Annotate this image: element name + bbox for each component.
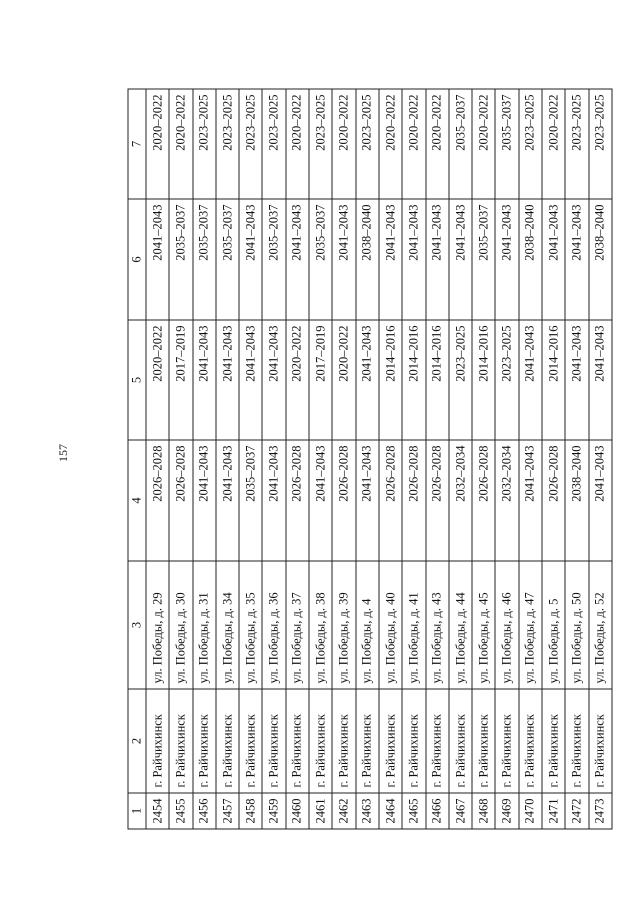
period-cell: 2023–2025 — [262, 89, 285, 199]
period-cell: 2023–2025 — [449, 320, 472, 440]
city-cell: г. Райчихинск — [216, 689, 239, 793]
period-cell: 2035–2037 — [193, 199, 216, 320]
table-row — [495, 89, 518, 829]
period-cell: 2020–2022 — [332, 320, 355, 440]
column-header-7: 7 — [128, 89, 146, 199]
city-cell: г. Райчихинск — [472, 689, 495, 793]
period-cell: 2041–2043 — [239, 199, 262, 320]
address-cell: ул. Победы, д. 45 — [472, 561, 495, 689]
row-number-cell: 2469 — [495, 793, 518, 829]
city-cell: г. Райчихинск — [589, 689, 612, 793]
address-cell: ул. Победы, д. 40 — [379, 561, 402, 689]
table-row — [262, 89, 285, 829]
row-number-cell: 2456 — [193, 793, 216, 829]
period-cell: 2041–2043 — [519, 320, 542, 440]
period-cell: 2020–2022 — [379, 89, 402, 199]
row-number-cell: 2473 — [589, 793, 612, 829]
city-cell: г. Райчихинск — [309, 689, 332, 793]
table-row — [379, 89, 402, 829]
city-cell: г. Райчихинск — [519, 689, 542, 793]
table-body — [146, 89, 612, 829]
table-row — [332, 89, 355, 829]
city-cell: г. Райчихинск — [286, 689, 309, 793]
address-cell: ул. Победы, д. 30 — [169, 561, 192, 689]
table-row — [356, 89, 379, 829]
address-cell: ул. Победы, д. 41 — [402, 561, 425, 689]
row-number-cell: 2471 — [542, 793, 565, 829]
period-cell: 2023–2025 — [309, 89, 332, 199]
row-number-cell: 2458 — [239, 793, 262, 829]
period-cell: 2020–2022 — [402, 89, 425, 199]
address-cell: ул. Победы, д. 35 — [239, 561, 262, 689]
city-cell: г. Райчихинск — [495, 689, 518, 793]
address-cell: ул. Победы, д. 47 — [519, 561, 542, 689]
column-header-3: 3 — [128, 561, 146, 689]
period-cell: 2041–2043 — [286, 199, 309, 320]
period-cell: 2041–2043 — [565, 199, 588, 320]
table-row — [449, 89, 472, 829]
city-cell: г. Райчихинск — [379, 689, 402, 793]
row-number-cell: 2462 — [332, 793, 355, 829]
row-number-cell: 2468 — [472, 793, 495, 829]
period-cell: 2035–2037 — [169, 199, 192, 320]
table-row — [239, 89, 262, 829]
period-cell: 2032–2034 — [449, 440, 472, 561]
city-cell: г. Райчихинск — [449, 689, 472, 793]
address-cell: ул. Победы, д. 52 — [589, 561, 612, 689]
period-cell: 2020–2022 — [332, 89, 355, 199]
period-cell: 2023–2025 — [356, 89, 379, 199]
table-row — [169, 89, 192, 829]
table-row — [216, 89, 239, 829]
row-number-cell: 2463 — [356, 793, 379, 829]
period-cell: 2041–2043 — [379, 199, 402, 320]
column-header-2: 2 — [128, 689, 146, 793]
period-cell: 2020–2022 — [472, 89, 495, 199]
period-cell: 2026–2028 — [379, 440, 402, 561]
period-cell: 2038–2040 — [589, 199, 612, 320]
period-cell: 2023–2025 — [565, 89, 588, 199]
city-cell: г. Райчихинск — [193, 689, 216, 793]
period-cell: 2041–2043 — [542, 199, 565, 320]
city-cell: г. Райчихинск — [542, 689, 565, 793]
period-cell: 2023–2025 — [216, 89, 239, 199]
column-header-6: 6 — [128, 199, 146, 320]
address-cell: ул. Победы, д. 50 — [565, 561, 588, 689]
address-cell: ул. Победы, д. 37 — [286, 561, 309, 689]
row-number-cell: 2454 — [146, 793, 169, 829]
period-cell: 2017–2019 — [169, 320, 192, 440]
row-number-cell: 2461 — [309, 793, 332, 829]
period-cell: 2038–2040 — [519, 199, 542, 320]
period-cell: 2014–2016 — [472, 320, 495, 440]
period-cell: 2023–2025 — [519, 89, 542, 199]
city-cell: г. Райчихинск — [146, 689, 169, 793]
city-cell: г. Райчихинск — [262, 689, 285, 793]
period-cell: 2041–2043 — [193, 440, 216, 561]
address-cell: ул. Победы, д. 46 — [495, 561, 518, 689]
address-cell: ул. Победы, д. 34 — [216, 561, 239, 689]
row-number-cell: 2457 — [216, 793, 239, 829]
period-cell: 2041–2043 — [495, 199, 518, 320]
address-cell: ул. Победы, д. 43 — [426, 561, 449, 689]
row-number-cell: 2466 — [426, 793, 449, 829]
period-cell: 2041–2043 — [262, 440, 285, 561]
address-cell: ул. Победы, д. 5 — [542, 561, 565, 689]
table-row — [589, 89, 612, 829]
period-cell: 2035–2037 — [449, 89, 472, 199]
row-number-cell: 2467 — [449, 793, 472, 829]
address-cell: ул. Победы, д. 4 — [356, 561, 379, 689]
period-cell: 2020–2022 — [286, 89, 309, 199]
period-cell: 2026–2028 — [542, 440, 565, 561]
period-cell: 2026–2028 — [426, 440, 449, 561]
city-cell: г. Райчихинск — [402, 689, 425, 793]
period-cell: 2041–2043 — [426, 199, 449, 320]
data-table — [128, 88, 613, 829]
period-cell: 2026–2028 — [169, 440, 192, 561]
table-row — [309, 89, 332, 829]
row-number-cell: 2464 — [379, 793, 402, 829]
city-cell: г. Райчихинск — [239, 689, 262, 793]
period-cell: 2023–2025 — [589, 89, 612, 199]
table-header-row — [128, 89, 146, 829]
column-header-4: 4 — [128, 440, 146, 561]
column-header-1: 1 — [128, 793, 146, 829]
period-cell: 2023–2025 — [239, 89, 262, 199]
city-cell: г. Райчихинск — [332, 689, 355, 793]
period-cell: 2023–2025 — [193, 89, 216, 199]
period-cell: 2041–2043 — [402, 199, 425, 320]
period-cell: 2026–2028 — [146, 440, 169, 561]
period-cell: 2041–2043 — [216, 320, 239, 440]
period-cell: 2026–2028 — [286, 440, 309, 561]
period-cell: 2035–2037 — [216, 199, 239, 320]
period-cell: 2035–2037 — [495, 89, 518, 199]
table-row — [286, 89, 309, 829]
period-cell: 2020–2022 — [146, 320, 169, 440]
period-cell: 2041–2043 — [239, 320, 262, 440]
period-cell: 2041–2043 — [216, 440, 239, 561]
period-cell: 2017–2019 — [309, 320, 332, 440]
table-row — [426, 89, 449, 829]
period-cell: 2014–2016 — [402, 320, 425, 440]
period-cell: 2035–2037 — [472, 199, 495, 320]
period-cell: 2041–2043 — [262, 320, 285, 440]
period-cell: 2041–2043 — [146, 199, 169, 320]
period-cell: 2041–2043 — [332, 199, 355, 320]
table-row — [565, 89, 588, 829]
row-number-cell: 2455 — [169, 793, 192, 829]
page-number: 157 — [56, 444, 70, 462]
period-cell: 2041–2043 — [309, 440, 332, 561]
address-cell: ул. Победы, д. 29 — [146, 561, 169, 689]
row-number-cell: 2472 — [565, 793, 588, 829]
address-cell: ул. Победы, д. 38 — [309, 561, 332, 689]
address-cell: ул. Победы, д. 31 — [193, 561, 216, 689]
period-cell: 2041–2043 — [589, 320, 612, 440]
period-cell: 2041–2043 — [589, 440, 612, 561]
period-cell: 2020–2022 — [146, 89, 169, 199]
period-cell: 2032–2034 — [495, 440, 518, 561]
table-row — [402, 89, 425, 829]
period-cell: 2023–2025 — [495, 320, 518, 440]
period-cell: 2041–2043 — [565, 320, 588, 440]
period-cell: 2035–2037 — [262, 199, 285, 320]
period-cell: 2041–2043 — [519, 440, 542, 561]
row-number-cell: 2459 — [262, 793, 285, 829]
period-cell: 2014–2016 — [542, 320, 565, 440]
city-cell: г. Райчихинск — [356, 689, 379, 793]
table-row — [472, 89, 495, 829]
city-cell: г. Райчихинск — [169, 689, 192, 793]
table-row — [146, 89, 169, 829]
period-cell: 2041–2043 — [356, 320, 379, 440]
period-cell: 2020–2022 — [169, 89, 192, 199]
period-cell: 2014–2016 — [379, 320, 402, 440]
address-cell: ул. Победы, д. 39 — [332, 561, 355, 689]
period-cell: 2038–2040 — [565, 440, 588, 561]
table-row — [193, 89, 216, 829]
period-cell: 2035–2037 — [239, 440, 262, 561]
period-cell: 2026–2028 — [402, 440, 425, 561]
period-cell: 2041–2043 — [193, 320, 216, 440]
period-cell: 2026–2028 — [472, 440, 495, 561]
row-number-cell: 2470 — [519, 793, 542, 829]
period-cell: 2020–2022 — [426, 89, 449, 199]
address-cell: ул. Победы, д. 36 — [262, 561, 285, 689]
column-header-5: 5 — [128, 320, 146, 440]
period-cell: 2038–2040 — [356, 199, 379, 320]
period-cell: 2035–2037 — [309, 199, 332, 320]
period-cell: 2020–2022 — [542, 89, 565, 199]
row-number-cell: 2465 — [402, 793, 425, 829]
period-cell: 2026–2028 — [332, 440, 355, 561]
address-cell: ул. Победы, д. 44 — [449, 561, 472, 689]
period-cell: 2014–2016 — [426, 320, 449, 440]
city-cell: г. Райчихинск — [565, 689, 588, 793]
city-cell: г. Райчихинск — [426, 689, 449, 793]
period-cell: 2020–2022 — [286, 320, 309, 440]
period-cell: 2041–2043 — [449, 199, 472, 320]
table-row — [519, 89, 542, 829]
row-number-cell: 2460 — [286, 793, 309, 829]
table-row — [542, 89, 565, 829]
rotated-table-container — [128, 89, 613, 829]
period-cell: 2041–2043 — [356, 440, 379, 561]
